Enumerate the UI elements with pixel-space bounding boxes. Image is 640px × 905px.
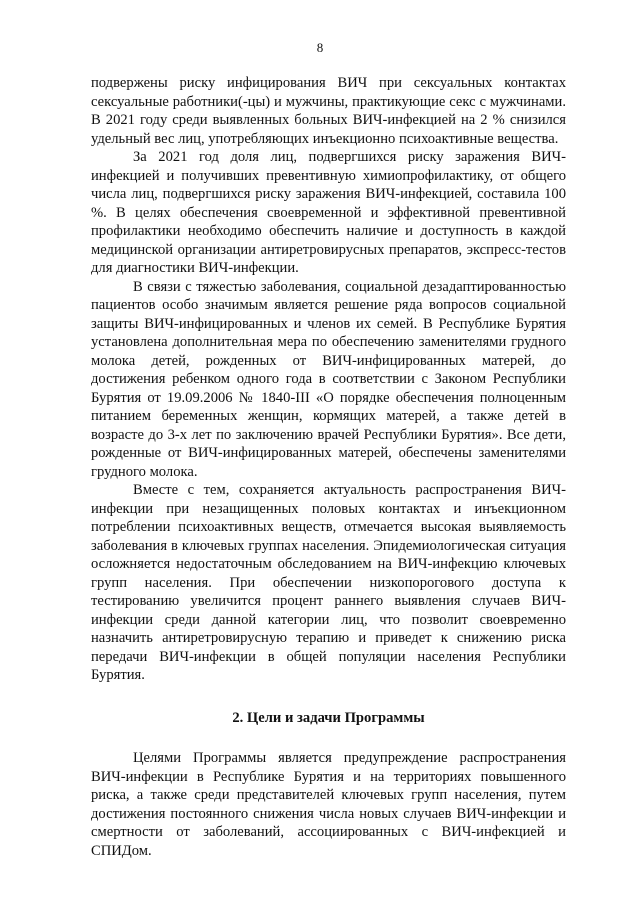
section-heading: 2. Цели и задачи Программы [232,709,425,726]
document-body [91,74,566,860]
paragraph-epidemiology: Вместе с тем, сохраняется актуальность распространения ВИЧ-инфекции при незащищенных половых контактах и инъекционном потреблении психоактивных веществ, отмечается высокая выявляемость заболевания в ключевых группах населения. Эпидемиологическая ситуация осложняется недостаточным обследованием на ВИЧ-инфекцию ключевых групп населения. При обеспечении низкопорогового доступа к тестированию увеличится процент раннего выявления случаев ВИЧ-инфекции среди данной категории лиц, что позволит своевременно назначить антиретровирусную терапию и приведет к снижению риска передачи ВИЧ-инфекции в общей популяции населения Республики Бурятия. [91,482,566,683]
page-number: 8 [316,40,324,55]
paragraph-continuation: подвержены риску инфицирования ВИЧ при сексуальных контактах сексуальные работники(-цы) и мужчины, практикующие секс с мужчинами. В 2021 году среди выявленных больных ВИЧ-инфекцией на 2 % снизился удельный вес лиц, употребляющих инъекционно психоактивные вещества. [91,75,566,147]
paragraph-prophylaxis: За 2021 год доля лиц, подвергшихся риску заражения ВИЧ-инфекцией и получивших превентивную химиопрофилактику, от общего числа лиц, подвергшихся риску заражения ВИЧ-инфекцией, составила 100 %. В целях обеспечения своевременной и эффективной превентивной профилактики необходимо обеспечить наличие и доступность в каждой медицинской организации антиретровирусных препаратов, экспресс-тестов для диагностики ВИЧ-инфекции. [91,149,566,276]
paragraph-program-goals: Целями Программы является предупреждение распространения ВИЧ-инфекции в Республике Бурятия и на территориях повышенного риска, а также среди представителей ключевых групп населения, путем достижения постоянного снижения числа новых случаев ВИЧ-инфекции и смертности от заболеваний, ассоциированных с ВИЧ-инфекцией и СПИДом. [91,750,566,859]
paragraph-social-protection: В связи с тяжестью заболевания, социальной дезадаптированностью пациентов особо значимым является решение ряда вопросов социальной защиты ВИЧ-инфицированных и членов их семей. В Республике Бурятия установлена дополнительная мера по обеспечению заменителями грудного молока детей, рожденных от ВИЧ-инфицированных матерей, до достижения ребенком одного года в соответствии с Законом Республики Бурятия от 19.09.2006 № 1840-III «О порядке обеспечения полноценным питанием беременных женщин, кормящих матерей, а также детей в возрасте до 3-х лет по заключению врачей Республики Бурятия». Все дети, рожденные от ВИЧ-инфицированных матерей, обеспечены заменителями грудного молока. [91,278,566,480]
